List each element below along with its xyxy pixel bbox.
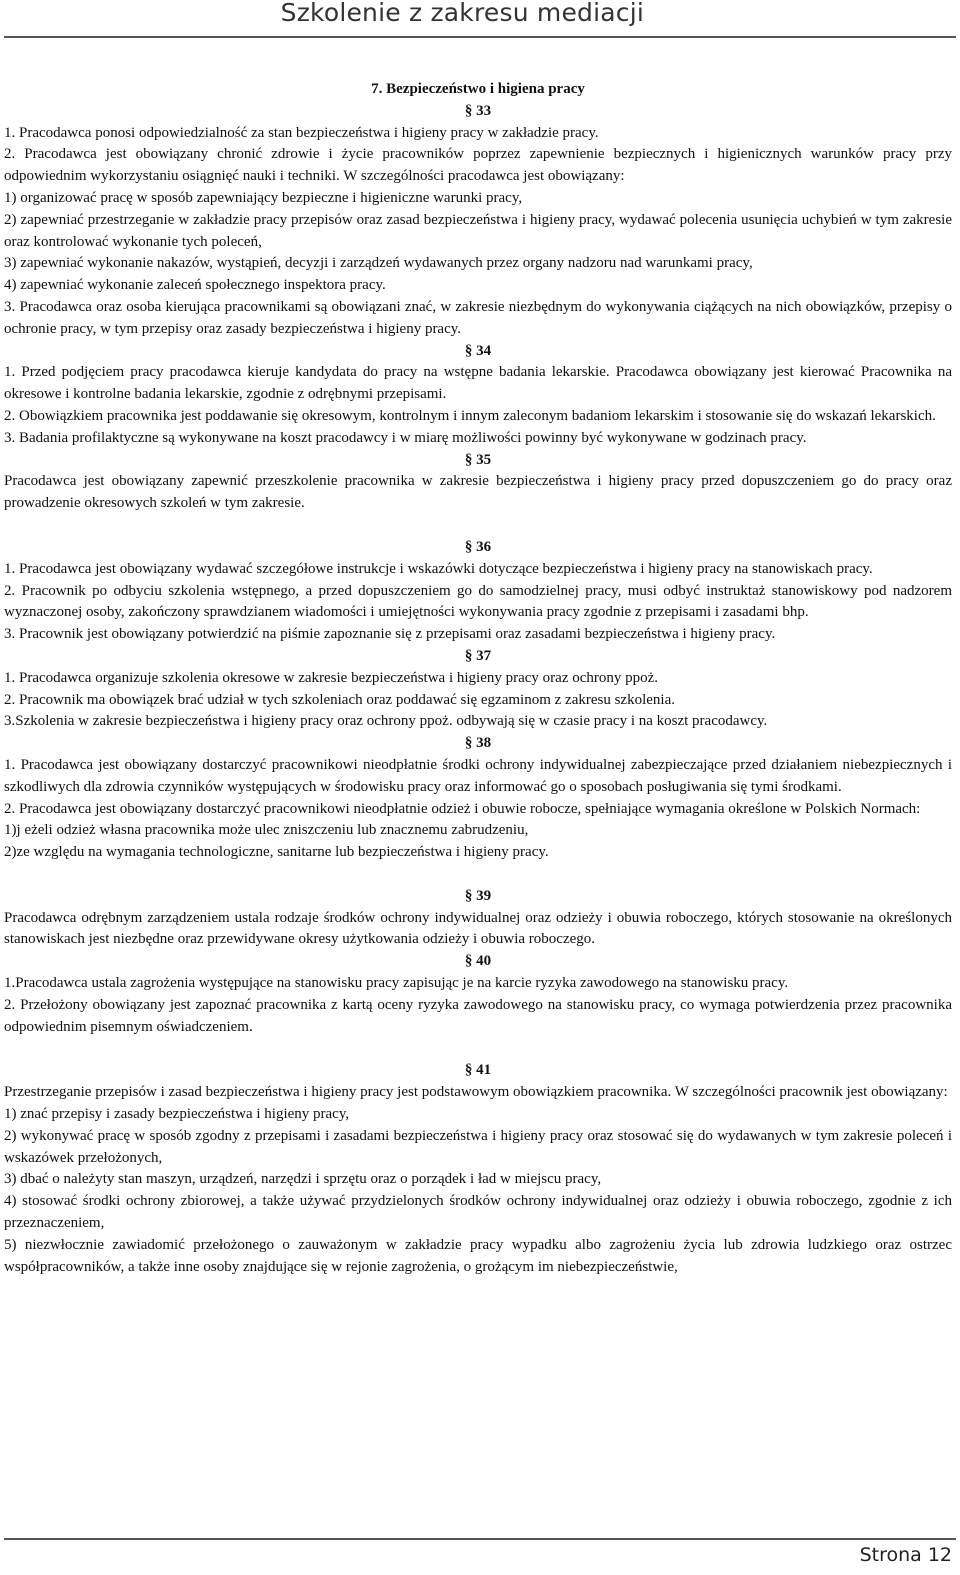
section-number: § 39 (464, 887, 492, 904)
section-number: § 38 (464, 735, 492, 752)
paragraph: Pracodawca odrębnym zarządzeniem ustala rodzaje środków ochrony indywidualnej oraz odzieży i obuwia roboczego, których stosowanie na określonych stanowiskach jest niezbędne oraz przewidywane okresy użytkowania odzieży i obuwia roboczego. (4, 909, 952, 948)
section-number: § 36 (464, 538, 492, 555)
paragraph: 2. Pracodawca jest obowiązany dostarczyć pracownikowi nieodpłatnie odzież i obuwie robocze, spełniające wymagania określone w Polskich Normach: (4, 800, 921, 817)
section-spacer (4, 864, 952, 886)
paragraph: 3. Badania profilaktyczne są wykonywane na koszt pracodawcy i w miarę możliwości powinny być wykonywane w godzinach pracy. (4, 429, 807, 446)
paragraph: Pracodawca jest obowiązany zapewnić przeszkolenie pracownika w zakresie bezpieczeństwa i higieny pracy przed dopuszczeniem go do pracy oraz prowadzenie okresowych szkoleń w tym zakresie. (4, 473, 952, 512)
paragraph: 2. Obowiązkiem pracownika jest poddawanie się okresowym, kontrolnym i innym zaleconym badaniom lekarskim i stosowanie się do wskazań lekarskich. (4, 407, 936, 424)
paragraph: 3. Pracodawca oraz osoba kierująca pracownikami są obowiązani znać, w zakresie niezbędnym do wykonywania ciążących na nich obowiązków, przepisy o ochronie pracy, w tym przepisy oraz zasady bezpieczeństwa i higieny pracy. (4, 298, 952, 337)
section-spacer (4, 1038, 952, 1060)
section-number: § 35 (464, 451, 492, 468)
paragraph: 3) dbać o należyty stan maszyn, urządzeń, narzędzi i sprzętu oraz o porządek i ład w miejscu pracy, (4, 1171, 602, 1188)
section-number: § 37 (464, 647, 492, 664)
paragraph: 1) znać przepisy i zasady bezpieczeństwa i higieny pracy, (4, 1106, 350, 1123)
section-spacer (4, 515, 952, 537)
paragraph: 2. Pracownik ma obowiązek brać udział w tych szkoleniach oraz poddawać się egzaminom z zakresu szkolenia. (4, 691, 675, 708)
footer-divider (4, 1538, 956, 1540)
paragraph: 2) wykonywać pracę w sposób zgodny z przepisami i zasadami bezpieczeństwa i higieny pracy oraz stosować się do wydawanych w tym zakresie poleceń i wskazówek przełożonych, (4, 1127, 952, 1166)
paragraph: 1. Przed podjęciem pracy pracodawca kieruje kandydata do pracy na wstępne badania lekarskie. Pracodawca obowiązany jest kierować Pracownika na okresowe i kontrolne badania lekarskie, zgodnie z odrębnymi przepisami. (4, 364, 952, 403)
paragraph: 1. Pracodawca jest obowiązany wydawać szczegółowe instrukcje i wskazówki dotyczące bezpieczeństwa i higieny pracy na stanowiskach pracy. (4, 560, 873, 577)
paragraph: 5) niezwłocznie zawiadomić przełożonego o zauważonym w zakładzie pracy wypadku albo zagrożeniu życia lub zdrowia ludzkiego oraz ostrzec współpracowników, a także inne osoby znajdujące się w rejonie zagrożenia, o grożącym im niebezpieczeństwie, (4, 1236, 952, 1275)
section-number: § 41 (464, 1062, 492, 1079)
section-number: § 33 (464, 102, 492, 119)
page-number: Strona 12 (859, 1544, 952, 1566)
paragraph: 4) stosować środki ochrony zbiorowej, a także używać przydzielonych środków ochrony indywidualnej oraz odzieży i obuwia roboczego, zgodnie z ich przeznaczeniem, (4, 1193, 952, 1232)
document-title: Szkolenie z zakresu mediacji (280, 0, 644, 27)
paragraph: 1. Pracodawca ponosi odpowiedzialność za stan bezpieczeństwa i higieny pracy w zakładzie pracy. (4, 124, 599, 141)
paragraph: 2. Pracownik po odbyciu szkolenia wstępnego, a przed dopuszczeniem go do samodzielnej pracy, musi odbyć instruktaż stanowiskowy pod nadzorem wyznaczonej osoby, zakończony sprawdzianem wiadomości i umiejętności wykonywania pracy zgodnie z przepisami i zasadami bhp. (4, 582, 952, 621)
paragraph: 3) zapewniać wykonanie nakazów, wystąpień, decyzji i zarządzeń wydawanych przez organy nadzoru nad warunkami pracy, (4, 255, 753, 272)
paragraph: 4) zapewniać wykonanie zaleceń społecznego inspektora pracy. (4, 277, 386, 294)
paragraph: 1) organizować pracę w sposób zapewniający bezpieczne i higieniczne warunki pracy, (4, 189, 523, 206)
section-number: § 34 (464, 342, 492, 359)
paragraph: 1. Pracodawca jest obowiązany dostarczyć pracownikowi nieodpłatnie środki ochrony indywidualnej zabezpieczające przed działaniem niebezpiecznych i szkodliwych dla zdrowia czynników występujących w środowisku pracy oraz informować go o sposobach posługiwania się tymi środkami. (4, 756, 952, 795)
header-divider (4, 36, 956, 38)
paragraph: 2)ze względu na wymagania technologiczne, sanitarne lub bezpieczeństwa i higieny pracy. (4, 844, 549, 861)
section-number: § 40 (464, 953, 492, 970)
paragraph: 2) zapewniać przestrzeganie w zakładzie pracy przepisów oraz zasad bezpieczeństwa i higieny pracy, wydawać polecenia usunięcia uchybień w tym zakresie oraz kontrolować wykonanie tych poleceń, (4, 211, 952, 250)
paragraph: Przestrzeganie przepisów i zasad bezpieczeństwa i higieny pracy jest podstawowym obowiązkiem pracownika. W szczególności pracownik jest obowiązany: (4, 1084, 948, 1101)
paragraph: 1)j eżeli odzież własna pracownika może ulec zniszczeniu lub znacznemu zabrudzeniu, (4, 822, 529, 839)
paragraph: 1. Pracodawca organizuje szkolenia okresowe w zakresie bezpieczeństwa i higieny pracy oraz ochrony ppoż. (4, 669, 659, 686)
page-header (0, 0, 960, 30)
paragraph: 3. Pracownik jest obowiązany potwierdzić na piśmie zapoznanie się z przepisami oraz zasadami bezpieczeństwa i higieny pracy. (4, 626, 776, 643)
chapter-title: 7. Bezpieczeństwo i higiena pracy (371, 81, 585, 97)
document-body (4, 79, 952, 1278)
paragraph: 1.Pracodawca ustala zagrożenia występujące na stanowisku pracy zapisując je na karcie ryzyka zawodowego na stanowisku pracy. (4, 975, 789, 992)
paragraph: 2. Pracodawca jest obowiązany chronić zdrowie i życie pracowników poprzez zapewnienie bezpiecznych i higienicznych warunków pracy przy odpowiednim wykorzystaniu osiągnięć nauki i techniki. W szczególności pracodawca jest obowiązany: (4, 146, 952, 185)
paragraph: 3.Szkolenia w zakresie bezpieczeństwa i higieny pracy oraz ochrony ppoż. odbywają się w czasie pracy i na koszt pracodawcy. (4, 713, 768, 730)
paragraph: 2. Przełożony obowiązany jest zapoznać pracownika z kartą oceny ryzyka zawodowego na stanowisku pracy, co wymaga potwierdzenia przez pracownika odpowiednim pisemnym oświadczeniem. (4, 996, 952, 1035)
